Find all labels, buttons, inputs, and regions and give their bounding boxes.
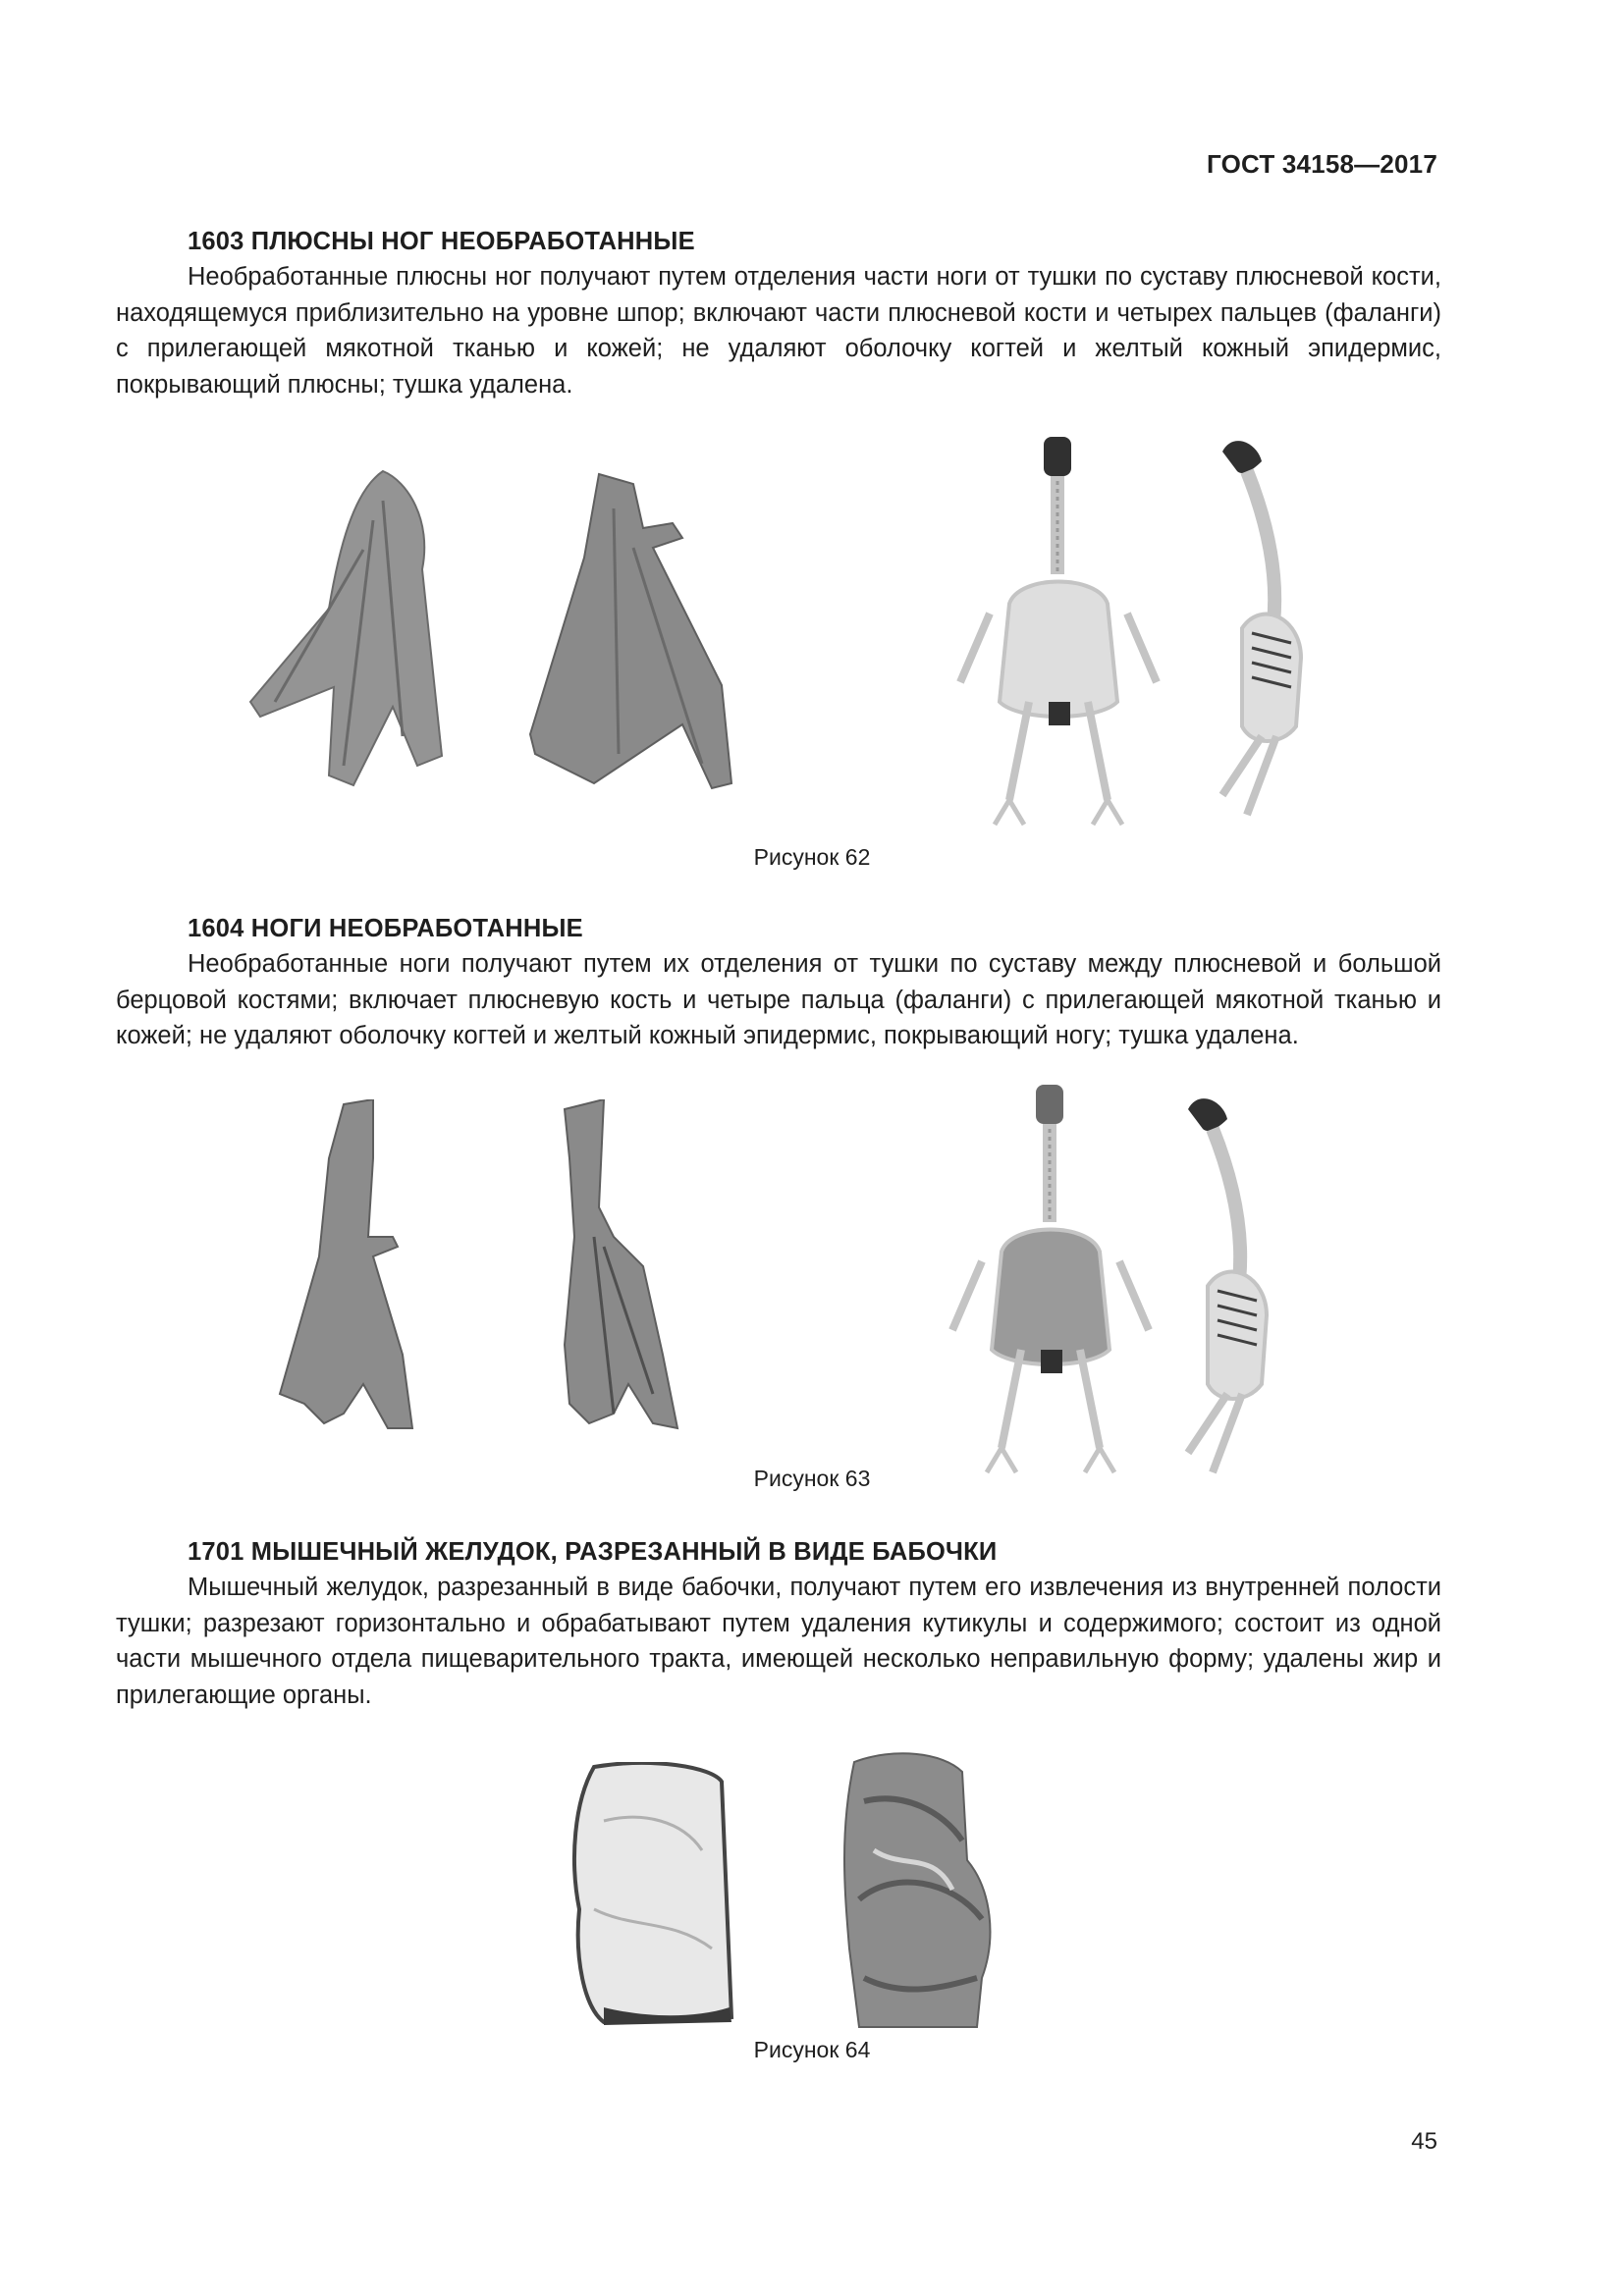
bird-skeleton-side-63 <box>1168 1090 1286 1482</box>
webbed-foot-photo-top <box>245 461 476 805</box>
gizzard-photo-inner <box>565 1762 741 2027</box>
section-1603 <box>116 224 1441 402</box>
figure-caption-64: Рисунок 64 <box>753 2037 871 2062</box>
section-text: Необработанные ноги получают путем их отделения от тушки по суставу между плюсневой и большой берцовой костями; включает плюсневую кость и четыре пальца (фаланги) с прилегающей мякотной тканью и кожей; не удаляют оболочку когтей и желтый кожный эпидермис, покрывающий ногу; тушка удалена. <box>116 950 1441 1049</box>
document-code: ГОСТ 34158—2017 <box>1207 149 1437 179</box>
bird-skeleton-front-62 <box>950 427 1166 829</box>
bird-skeleton-front-63 <box>943 1075 1159 1477</box>
whole-foot-photo-top <box>275 1099 422 1433</box>
figure-caption-62: Рисунок 62 <box>753 844 871 870</box>
bird-skeleton-side-62 <box>1203 432 1321 825</box>
page-number: 45 <box>1411 2128 1437 2155</box>
figure-caption-63: Рисунок 63 <box>753 1466 871 1491</box>
webbed-foot-photo-bottom <box>525 469 741 793</box>
section-text: Мышечный желудок, разрезанный в виде бабочки, получают путем его извлечения из внутренней полости тушки; разрезают горизонтально и обрабатывают путем удаления кутикулы и содержимого; состоит из одной части мышечного отдела пищеварительного тракта, имеющей несколько неправильную форму; удалены жир и прилегающие органы. <box>116 1574 1441 1709</box>
whole-foot-photo-bottom <box>545 1099 682 1433</box>
section-title: 1701 МЫШЕЧНЫЙ ЖЕЛУДОК, РАЗРЕЗАННЫЙ В ВИДЕ БАБОЧКИ <box>188 1538 998 1566</box>
section-title: 1604 НОГИ НЕОБРАБОТАННЫЕ <box>188 915 583 942</box>
section-text: Необработанные плюсны ног получают путем отделения части ноги от тушки по суставу плюсневой кости, находящемуся приблизительно на уровне шпор; включают части плюсневой кости и четырех пальцев (фаланги) с прилегающей мякотной тканью и кожей; не удаляют оболочку когтей и желтый кожный эпидермис, покрывающий плюсны; тушка удалена. <box>116 263 1441 399</box>
section-1604 <box>116 911 1441 1054</box>
section-1701 <box>116 1534 1441 1713</box>
section-title: 1603 ПЛЮСНЫ НОГ НЕОБРАБОТАННЫЕ <box>188 228 695 255</box>
gizzard-photo-outer <box>835 1752 997 2032</box>
